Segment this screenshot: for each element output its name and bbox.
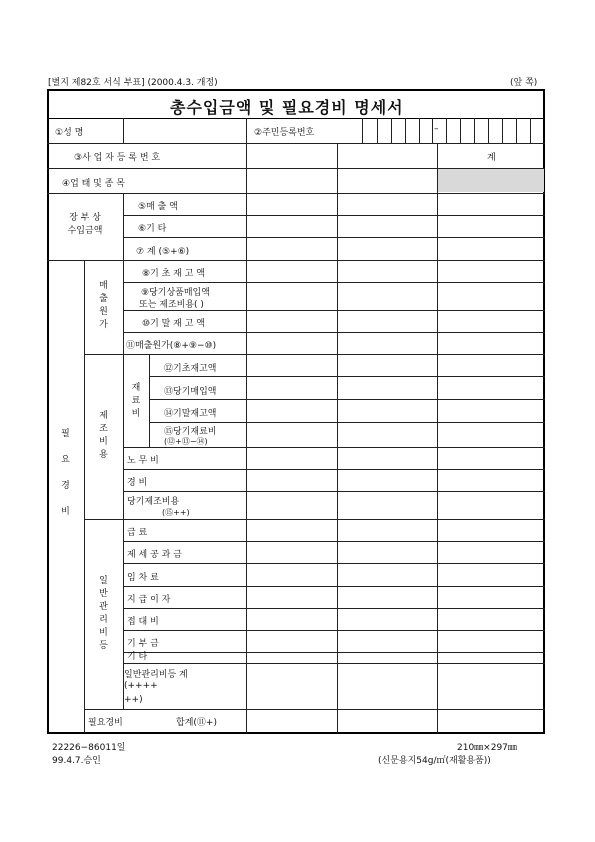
admin-formula-1: (++++ — [124, 681, 158, 691]
purchase-label: ⑨당기상품매입액 — [141, 288, 210, 298]
income-total-label: ⑦ 계 (⑤+⑥) — [136, 247, 190, 257]
material-ending-label: ⑭기말재고액 — [164, 409, 217, 419]
beginning-inventory-label: ⑧기 초 재 고 액 — [142, 269, 205, 279]
grand-total-formula: 합계(⑪+) — [176, 718, 217, 728]
current-manufacturing-formula: (⑮++) — [162, 508, 190, 517]
material-purchase-label: ⑬당기매입액 — [164, 387, 217, 397]
business-type-label: ④업 태 및 종 목 — [62, 179, 125, 189]
form-title: 총수입금액 및 필요경비 명세서 — [170, 98, 404, 117]
total-column-label: 계 — [487, 153, 496, 163]
form-number: [별지 제82호 서식 부표] (2000.4.3. 개정) — [48, 78, 218, 88]
admin-other-label: 기 타 — [127, 652, 148, 662]
rent-label: 임 차 료 — [127, 573, 159, 583]
entertainment-label: 접 대 비 — [127, 617, 159, 627]
grand-total-label: 필요경비 — [88, 718, 123, 728]
overhead-label: 경 비 — [127, 478, 148, 488]
admin-group: 일 반 관 리 비 등 — [99, 576, 108, 651]
material-formula: (⑫+⑬−⑭) — [164, 437, 208, 446]
other-income-label: ⑥기 타 — [138, 224, 167, 234]
cogs-group: 매 출 원 가 — [99, 281, 108, 330]
admin-formula-2: ++) — [124, 695, 143, 705]
taxes-label: 제 세 공 과 금 — [127, 550, 182, 560]
material-current-label: ⑮당기재료비 — [164, 427, 217, 437]
manufacturing-group: 제 조 비 용 — [99, 411, 108, 460]
material-beginning-label: ⑫기초재고액 — [164, 364, 217, 374]
paper-size: 210㎜×297㎜ — [457, 743, 517, 753]
material-group: 재 료 비 — [131, 383, 141, 419]
sales-label: ⑤매 출 액 — [138, 202, 178, 212]
interest-label: 지 급 이 자 — [127, 595, 171, 605]
labor-label: 노 무 비 — [127, 456, 159, 466]
approval-date: 99.4.7.승인 — [52, 756, 101, 766]
paper-spec: (신문용지54g/㎡(재활용품)) — [378, 756, 491, 766]
manufacturing-cost-label: 또는 제조비용( ) — [139, 300, 204, 310]
shaded-cell — [438, 169, 544, 192]
admin-total-label: 일반관리비등 계 — [124, 670, 188, 680]
expenses-group: 필 요 경 비 — [61, 429, 70, 517]
page-side: (앞 쪽) — [510, 78, 538, 88]
cogs-total-label: ⑪매출원가(⑧+⑨−⑩) — [126, 341, 217, 351]
salary-label: 급 료 — [127, 528, 148, 538]
form-code: 22226−86011일 — [52, 743, 126, 753]
book-income-group: 장 부 상 수입금액 — [67, 213, 103, 236]
resident-number-label: ②주민등록번호 — [254, 128, 315, 138]
donation-label: 기 부 금 — [127, 639, 159, 649]
ending-inventory-label: ⑩기 말 재 고 액 — [142, 319, 205, 329]
business-number-label: ③사 업 자 등 록 번 호 — [74, 153, 161, 163]
resident-number-dash: – — [434, 124, 439, 134]
name-label: ①성 명 — [55, 128, 84, 138]
current-manufacturing-label: 당기제조비용 — [127, 497, 180, 507]
